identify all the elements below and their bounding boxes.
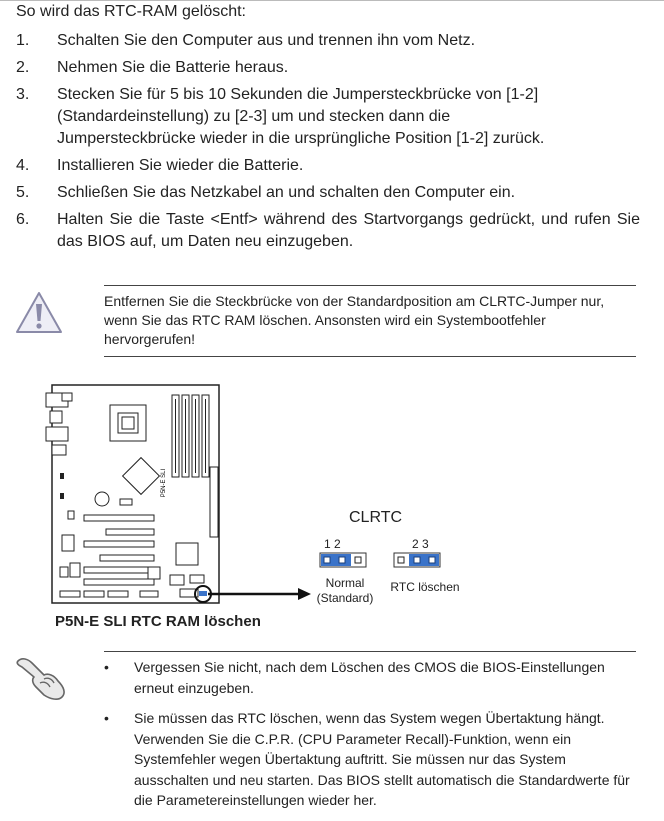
step-text: Halten Sie die Taste <Entf> während des Startvorgangs gedrückt, und rufen Sie das BIOS auf, um Daten neu einzugeben. bbox=[57, 211, 640, 250]
step-number: 2. bbox=[16, 59, 30, 76]
normal-label-block bbox=[312, 576, 378, 606]
normal-sublabel: (Standard) bbox=[316, 591, 374, 605]
step-number: 3. bbox=[16, 86, 30, 103]
step-text: Schalten Sie den Computer aus und trennen ihn vom Netz. bbox=[57, 32, 476, 49]
step-item bbox=[16, 155, 640, 177]
step-text: Installieren Sie wieder die Batterie. bbox=[57, 157, 304, 174]
note-item bbox=[104, 708, 636, 811]
step-item bbox=[16, 182, 640, 204]
step-text: Stecken Sie für 5 bis 10 Sekunden die Jumpersteckbrücke von [1-2] (Standardeinstellung) zu [2-3] um und stecken dann die Jumpersteckbrücke wieder in die ursprüngliche Position [1-2] zurück. bbox=[57, 86, 545, 147]
step-number: 1. bbox=[16, 32, 30, 49]
step-text: Schließen Sie das Netzkabel an und schalten den Computer ein. bbox=[57, 184, 516, 201]
step-item bbox=[16, 57, 640, 79]
bullet: • bbox=[104, 659, 109, 675]
clear-label: RTC löschen bbox=[390, 580, 460, 594]
jumper-clear-diagram bbox=[393, 552, 441, 568]
step-item bbox=[16, 30, 640, 52]
steps-list bbox=[16, 30, 640, 258]
step-number: 6. bbox=[16, 211, 30, 228]
bullet: • bbox=[104, 710, 109, 726]
figure-caption: P5N-E SLI RTC RAM löschen bbox=[55, 613, 261, 630]
pointing-hand-icon bbox=[14, 651, 70, 701]
note-text: Vergessen Sie nicht, nach dem Löschen des CMOS die BIOS-Einstellungen erneut einzugeben. bbox=[134, 659, 605, 696]
note-item bbox=[104, 657, 636, 698]
step-number: 4. bbox=[16, 157, 30, 174]
intro-heading: So wird das RTC-RAM gelöscht: bbox=[16, 3, 246, 20]
clear-pin-numbers: 2 3 bbox=[412, 537, 429, 551]
normal-pin-numbers: 1 2 bbox=[324, 537, 341, 551]
step-number: 5. bbox=[16, 184, 30, 201]
normal-label: Normal bbox=[325, 576, 365, 590]
motherboard-diagram bbox=[40, 383, 230, 608]
step-text: Nehmen Sie die Batterie heraus. bbox=[57, 59, 289, 76]
notes-list bbox=[104, 651, 636, 821]
board-model-label: P5N-E SLI bbox=[161, 468, 167, 498]
jumper-title: CLRTC bbox=[349, 509, 403, 526]
note-text: Sie müssen das RTC löschen, wenn das System wegen Übertaktung hängt. Verwenden Sie die C.P.R. (CPU Parameter Recall)-Funktion, wenn ein Systemfehler wegen Übertaktung auftritt. Sie müssen nur das System ausschalten und neu starten. Das BIOS stellt automatisch die Standardwerte für die Parametereinstellungen wieder her. bbox=[134, 710, 630, 808]
warning-triangle-icon bbox=[14, 290, 64, 336]
step-item bbox=[16, 84, 640, 150]
top-rule bbox=[0, 0, 664, 1]
step-item bbox=[16, 209, 640, 253]
jumper-normal-diagram bbox=[319, 552, 367, 568]
warning-note: Entfernen Sie die Steckbrücke von der Standardposition am CLRTC-Jumper nur, wenn Sie das RTC RAM löschen. Ansonsten wird ein Systembootfehler hervorgerufen! bbox=[104, 285, 636, 357]
